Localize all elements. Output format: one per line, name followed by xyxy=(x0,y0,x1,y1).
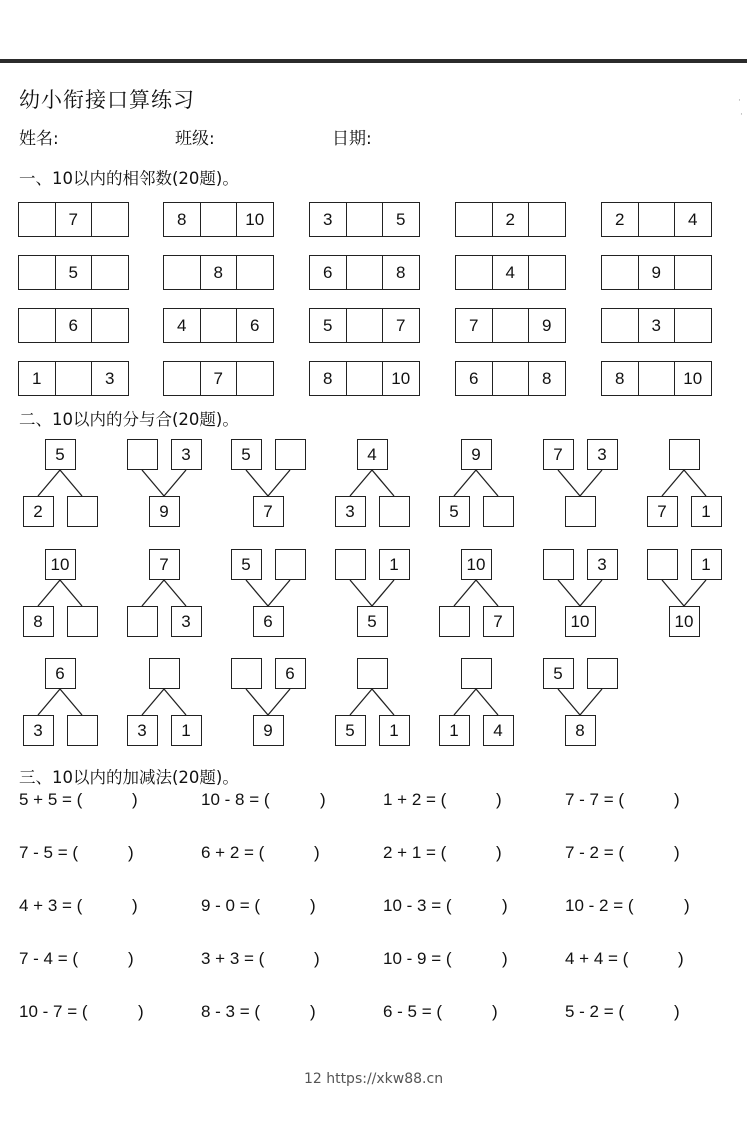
worksheet-title: 幼小衔接口算练习 xyxy=(19,88,195,112)
bond-answer-box[interactable] xyxy=(335,549,366,580)
number-box: 8 xyxy=(309,361,347,396)
bond-connector-line xyxy=(580,580,602,606)
bond-number-box: 5 xyxy=(45,439,76,470)
bond-number-box: 2 xyxy=(23,496,54,527)
number-box: 7 xyxy=(382,308,420,343)
bond-answer-box[interactable] xyxy=(149,658,180,689)
bond-connector-line xyxy=(246,580,268,606)
bond-connector-line xyxy=(142,580,164,606)
number-box: 7 xyxy=(55,202,93,237)
bond-number-box: 7 xyxy=(647,496,678,527)
bond-connector-line xyxy=(350,470,372,496)
number-box: 6 xyxy=(236,308,274,343)
bond-connector-line xyxy=(60,580,82,606)
bond-connector-line xyxy=(454,689,476,715)
equation-prompt: 7 - 7 = ( xyxy=(565,790,625,809)
bond-number-box: 9 xyxy=(253,715,284,746)
bond-answer-box[interactable] xyxy=(127,606,158,637)
bond-number-box: 6 xyxy=(45,658,76,689)
number-box: 10 xyxy=(236,202,274,237)
bond-connector-line xyxy=(372,689,394,715)
bond-answer-box[interactable] xyxy=(565,496,596,527)
bond-number-box: 5 xyxy=(231,439,262,470)
number-box: 3 xyxy=(91,361,129,396)
section-1-heading: 一、10以内的相邻数(20题)。 xyxy=(19,169,239,188)
equation-answer-blank[interactable] xyxy=(454,896,498,918)
number-box: 4 xyxy=(492,255,530,290)
number-box: 9 xyxy=(528,308,566,343)
bond-connector-line xyxy=(476,580,498,606)
number-box: 1 xyxy=(18,361,56,396)
bond-connector-line xyxy=(60,470,82,496)
bond-connector-line xyxy=(372,580,394,606)
equation-prompt: 7 - 5 = ( xyxy=(19,843,79,862)
equation-answer-blank[interactable] xyxy=(448,843,492,865)
class-field-label: 班级: xyxy=(175,129,215,149)
bond-answer-box[interactable] xyxy=(231,658,262,689)
bond-answer-box[interactable] xyxy=(67,606,98,637)
bond-number-box: 5 xyxy=(439,496,470,527)
bond-number-box: 10 xyxy=(669,606,700,637)
bond-number-box: 7 xyxy=(253,496,284,527)
bond-number-box: 10 xyxy=(461,549,492,580)
bond-number-box: 6 xyxy=(275,658,306,689)
number-box: 7 xyxy=(455,308,493,343)
bond-number-box: 4 xyxy=(483,715,514,746)
section-3-heading: 三、10以内的加减法(20题)。 xyxy=(19,768,239,787)
equation-prompt: 10 - 3 = ( xyxy=(383,896,452,915)
number-box: 8 xyxy=(382,255,420,290)
bond-answer-box[interactable] xyxy=(275,439,306,470)
bond-number-box: 3 xyxy=(127,715,158,746)
bond-number-box: 1 xyxy=(439,715,470,746)
equation-close-paren: ) xyxy=(310,896,316,915)
bond-answer-box[interactable] xyxy=(357,658,388,689)
equation-close-paren: ) xyxy=(684,896,690,915)
bond-number-box: 5 xyxy=(357,606,388,637)
equation-prompt: 4 + 4 = ( xyxy=(565,949,629,968)
equation-close-paren: ) xyxy=(496,790,502,809)
number-box: 5 xyxy=(55,255,93,290)
bond-connector-line xyxy=(558,689,580,715)
bond-connector-line xyxy=(142,470,164,496)
equation-answer-blank[interactable] xyxy=(84,790,128,812)
bond-connector-line xyxy=(246,470,268,496)
number-box: 6 xyxy=(455,361,493,396)
name-field-label: 姓名: xyxy=(19,129,59,149)
equation-close-paren: ) xyxy=(674,843,680,862)
bond-number-box: 3 xyxy=(171,606,202,637)
bond-answer-box[interactable] xyxy=(439,606,470,637)
bond-connector-line xyxy=(268,470,290,496)
bond-number-box: 3 xyxy=(23,715,54,746)
number-box: 5 xyxy=(309,308,347,343)
equation-prompt: 7 - 4 = ( xyxy=(19,949,79,968)
bond-answer-box[interactable] xyxy=(647,549,678,580)
number-box: 10 xyxy=(674,361,712,396)
bond-connector-line xyxy=(268,580,290,606)
equation-close-paren: ) xyxy=(128,949,134,968)
bond-connector-line xyxy=(662,580,684,606)
equation-answer-blank[interactable] xyxy=(262,1002,306,1024)
bond-number-box: 1 xyxy=(379,715,410,746)
number-box: 3 xyxy=(309,202,347,237)
equation-prompt: 7 - 2 = ( xyxy=(565,843,625,862)
number-box: 5 xyxy=(382,202,420,237)
equation-close-paren: ) xyxy=(132,896,138,915)
bond-connector-line xyxy=(60,689,82,715)
equation-close-paren: ) xyxy=(320,790,326,809)
equation-close-paren: ) xyxy=(674,1002,680,1021)
bond-connector-line xyxy=(350,580,372,606)
number-box: 9 xyxy=(638,255,676,290)
bond-connector-line xyxy=(684,580,706,606)
equation-close-paren: ) xyxy=(138,1002,144,1021)
equation-answer-blank[interactable] xyxy=(636,896,680,918)
bond-number-box: 9 xyxy=(149,496,180,527)
equation-close-paren: ) xyxy=(674,790,680,809)
equation-answer-blank[interactable] xyxy=(444,1002,488,1024)
bond-number-box: 3 xyxy=(587,549,618,580)
bond-connector-line xyxy=(684,470,706,496)
equation-answer-blank[interactable] xyxy=(80,949,124,971)
number-box: 8 xyxy=(528,361,566,396)
bond-connector-line xyxy=(558,580,580,606)
number-box: 10 xyxy=(382,361,420,396)
bond-answer-box[interactable] xyxy=(67,715,98,746)
bond-answer-box[interactable] xyxy=(543,549,574,580)
equation-close-paren: ) xyxy=(314,949,320,968)
bond-number-box: 1 xyxy=(379,549,410,580)
bond-answer-box[interactable] xyxy=(379,496,410,527)
bond-connector-line xyxy=(580,470,602,496)
bond-connector-line xyxy=(476,470,498,496)
equation-close-paren: ) xyxy=(678,949,684,968)
bond-answer-box[interactable] xyxy=(67,496,98,527)
number-box: 3 xyxy=(638,308,676,343)
equation-answer-blank[interactable] xyxy=(90,1002,134,1024)
bond-number-box: 1 xyxy=(691,496,722,527)
bond-number-box: 5 xyxy=(543,658,574,689)
equation-answer-blank[interactable] xyxy=(630,949,674,971)
bond-number-box: 7 xyxy=(149,549,180,580)
bond-connector-line xyxy=(372,470,394,496)
bond-number-box: 5 xyxy=(335,715,366,746)
bond-answer-box[interactable] xyxy=(127,439,158,470)
bond-number-box: 8 xyxy=(23,606,54,637)
equation-answer-blank[interactable] xyxy=(84,896,128,918)
equation-prompt: 6 - 5 = ( xyxy=(383,1002,443,1021)
number-box: 2 xyxy=(601,202,639,237)
bond-connector-line xyxy=(476,689,498,715)
equation-prompt: 10 - 7 = ( xyxy=(19,1002,88,1021)
equation-prompt: 6 + 2 = ( xyxy=(201,843,265,862)
equation-answer-blank[interactable] xyxy=(80,843,124,865)
equation-answer-blank[interactable] xyxy=(266,949,310,971)
date-field-label: 日期: xyxy=(332,129,372,149)
bond-number-box: 10 xyxy=(45,549,76,580)
section-2-heading: 二、10以内的分与合(20题)。 xyxy=(19,410,239,429)
bond-number-box: 7 xyxy=(543,439,574,470)
bond-number-box: 4 xyxy=(357,439,388,470)
bond-connector-line xyxy=(580,689,602,715)
equation-answer-blank[interactable] xyxy=(626,843,670,865)
bond-answer-box[interactable] xyxy=(483,496,514,527)
equation-answer-blank[interactable] xyxy=(272,790,316,812)
equation-prompt: 2 + 1 = ( xyxy=(383,843,447,862)
equation-close-paren: ) xyxy=(502,896,508,915)
equation-close-paren: ) xyxy=(310,1002,316,1021)
equation-prompt: 5 + 5 = ( xyxy=(19,790,83,809)
bond-connector-line xyxy=(558,470,580,496)
bond-answer-box[interactable] xyxy=(461,658,492,689)
equation-prompt: 3 + 3 = ( xyxy=(201,949,265,968)
equation-answer-blank[interactable] xyxy=(626,1002,670,1024)
equation-prompt: 10 - 9 = ( xyxy=(383,949,452,968)
bond-answer-box[interactable] xyxy=(275,549,306,580)
bond-connector-line xyxy=(38,580,60,606)
number-box: 8 xyxy=(163,202,201,237)
equation-answer-blank[interactable] xyxy=(626,790,670,812)
bond-connector-line xyxy=(454,470,476,496)
equation-prompt: 5 - 2 = ( xyxy=(565,1002,625,1021)
equation-prompt: 10 - 2 = ( xyxy=(565,896,634,915)
bond-number-box: 9 xyxy=(461,439,492,470)
bond-number-box: 7 xyxy=(483,606,514,637)
bond-number-box: 1 xyxy=(171,715,202,746)
equation-close-paren: ) xyxy=(128,843,134,862)
bond-connector-line xyxy=(454,580,476,606)
bond-connector-line xyxy=(164,689,186,715)
bond-answer-box[interactable] xyxy=(587,658,618,689)
equation-close-paren: ) xyxy=(492,1002,498,1021)
equation-answer-blank[interactable] xyxy=(448,790,492,812)
bond-answer-box[interactable] xyxy=(669,439,700,470)
equation-prompt: 9 - 0 = ( xyxy=(201,896,261,915)
bond-number-box: 6 xyxy=(253,606,284,637)
number-box: 8 xyxy=(200,255,238,290)
number-box: 6 xyxy=(55,308,93,343)
bond-number-box: 3 xyxy=(335,496,366,527)
bond-connector-line xyxy=(164,470,186,496)
equation-prompt: 8 - 3 = ( xyxy=(201,1002,261,1021)
bond-connector-line xyxy=(350,689,372,715)
number-box: 6 xyxy=(309,255,347,290)
bond-number-box: 1 xyxy=(691,549,722,580)
bond-connector-line xyxy=(164,580,186,606)
bond-number-box: 8 xyxy=(565,715,596,746)
equation-close-paren: ) xyxy=(314,843,320,862)
equation-prompt: 1 + 2 = ( xyxy=(383,790,447,809)
number-box: 2 xyxy=(492,202,530,237)
bond-connector-line xyxy=(38,689,60,715)
bond-connector-line xyxy=(268,689,290,715)
bond-number-box: 3 xyxy=(171,439,202,470)
scan-mark: · xyxy=(740,110,743,120)
bond-connector-line xyxy=(662,470,684,496)
equation-prompt: 4 + 3 = ( xyxy=(19,896,83,915)
equation-prompt: 10 - 8 = ( xyxy=(201,790,270,809)
bond-connector-line xyxy=(38,470,60,496)
equation-close-paren: ) xyxy=(496,843,502,862)
equation-close-paren: ) xyxy=(502,949,508,968)
equation-answer-blank[interactable] xyxy=(454,949,498,971)
equation-close-paren: ) xyxy=(132,790,138,809)
number-box: 8 xyxy=(601,361,639,396)
bond-connector-line xyxy=(142,689,164,715)
equation-answer-blank[interactable] xyxy=(266,843,310,865)
page-footer: 12 https://xkw88.cn xyxy=(303,1071,444,1087)
equation-answer-blank[interactable] xyxy=(262,896,306,918)
bond-number-box: 5 xyxy=(231,549,262,580)
bond-number-box: 10 xyxy=(565,606,596,637)
number-box: 4 xyxy=(163,308,201,343)
bond-number-box: 3 xyxy=(587,439,618,470)
number-box: 7 xyxy=(200,361,238,396)
bond-connector-line xyxy=(246,689,268,715)
scan-mark: · xyxy=(738,96,741,106)
number-box: 4 xyxy=(674,202,712,237)
